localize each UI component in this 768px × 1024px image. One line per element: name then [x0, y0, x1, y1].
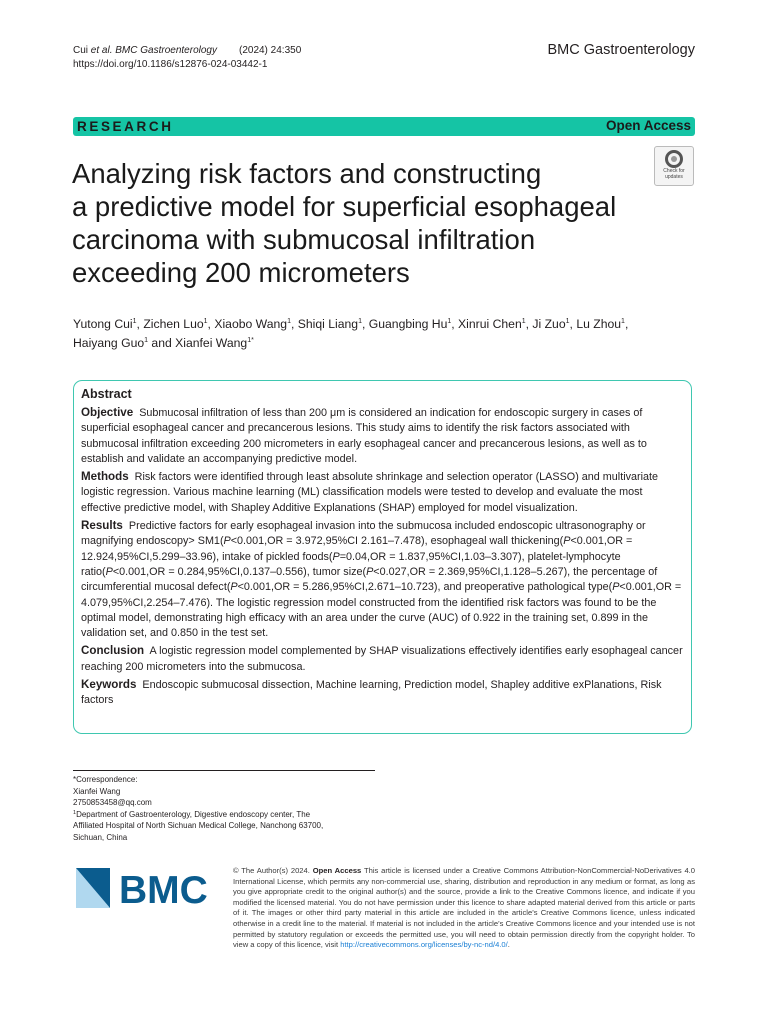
article-type-label: RESEARCH — [77, 119, 174, 134]
affiliation: $^1$Department of Gastroenterology, Digestive endoscopy center, The — [73, 809, 311, 819]
abstract-results: Results Predictive factors for early esophageal invasion into the submucosa included endoscopic ultrasonography or magnifying endoscopy> SM1(P<0.001,OR = 3.972,95%CI 2.161–7.478), esophageal wall thickening(P<0.001,OR = 12.924,95%CI,5.299–33.96), intake of pickled foods(P=0.04,OR = 1.837,95%CI,1.03–3.307), platelet-lymphocyte ratio(P<0.001,OR = 0.284,95%CI,0.137–0.556), tumor size(P<0.027,OR = 2.369,95%CI,1.128–5.267), the percentage of circumferential mucosal defect(P<0.001,OR = 5.286,95%CI,2.671–10.723), and preoperative pathological type(P<0.001,OR = 4.079,95%CI,2.254–7.476). The logistic regression model constructed from the identified risk factors was found to be the optimal model, demonstrating high efficacy with an area under the curve (AUC) of 0.922 in the training set, 0.899 in the validation set, and 0.850 in the test set. — [81, 519, 682, 640]
author: Haiyang Guo$^1$ and — [73, 336, 176, 350]
correspondence-email[interactable]: 2750853458@qq.com — [73, 798, 152, 807]
open-access-label: Open Access — [605, 118, 691, 133]
citation-journal: BMC Gastroenterology — [112, 45, 217, 56]
author: Guangbing Hu$^1$, — [368, 317, 459, 331]
author-list — [73, 315, 693, 353]
title-line: Analyzing risk factors and constructing — [72, 158, 542, 189]
author: Xiaobo Wang$^1$, — [214, 317, 298, 331]
journal-name: BMC Gastroenterology — [547, 42, 695, 58]
correspondence-block — [73, 774, 373, 843]
bmc-logo — [76, 866, 216, 910]
author: Xianfei Wang$^{1*}$ — [175, 336, 254, 350]
citation-line — [73, 44, 301, 58]
author: Shiqi Liang$^1$, — [297, 317, 369, 331]
correspondence-name: Xianfei Wang — [73, 786, 121, 796]
title-line: exceeding 200 micrometers — [72, 257, 410, 288]
author: Lu Zhou$^1$, — [576, 317, 629, 331]
title-line: a predictive model for superficial esophageal — [72, 191, 617, 222]
article-title — [72, 157, 652, 289]
author: Xinrui Chen$^1$, — [458, 317, 533, 331]
license-statement: © The Author(s) 2024. Open Access This article is licensed under a Creative Commons Attribution-NonCommercial-NoDerivatives 4.0 International License, which permits any non-commercial use, sharing, distribution and reproduction in any medium or format, as long as you give appropriate credit to the original author(s) and the source, provide a link to the Creative Commons licence, and indicate if you modified the licensed material. You do not have permission under this licence to share adapted material derived from this article or parts of it. The images or other third party material in this article are included in the article’s Creative Commons licence, unless indicated otherwise in a credit line to the material. If material is not included in the article’s Creative Commons licence and your intended use is not permitted by statutory regulation or exceeds the permitted use, you will need to obtain permission directly from the copyright holder. To view a copy of this licence, visit http://creativecommons.org/licenses/by-nc-nd/4.0/. — [233, 866, 695, 950]
citation-year-volume: (2024) 24:350 — [238, 45, 302, 56]
logo-text: BMC — [119, 869, 208, 910]
author: Yutong Cui$^1$, — [73, 317, 144, 331]
open-access-tag: Open Access — [312, 866, 362, 875]
affiliation-line: Sichuan, China — [73, 832, 128, 842]
crossmark-icon — [665, 150, 683, 168]
abstract-objective: Objective Submucosal infiltration of less than 200 μm is considered an indication for endoscopic surgery in cases of superficial esophageal cancer and precancerous lesions. This study aims to identify the risk factors associated with submucosal infiltration exceeding 200 micrometers in early esophageal cancer and precancerous lesions, as well as to establish and validate an accompanying predictive model. — [81, 406, 647, 465]
title-line: carcinoma with submucosal infiltration — [72, 224, 536, 255]
abstract-keywords: Keywords Endoscopic submucosal dissection, Machine learning, Prediction model, Shapley additive exPlanations, Risk factors — [81, 678, 662, 707]
abstract-conclusion: Conclusion A logistic regression model complemented by SHAP visualizations effectively identifies early esophageal cancer reaching 200 micrometers into the submucosa. — [81, 644, 683, 673]
abstract-box — [73, 380, 692, 734]
footnote-divider — [73, 770, 375, 771]
doi-link[interactable]: https://doi.org/10.1186/s12876-024-03442-1 — [73, 59, 268, 70]
crossmark-label: Check for — [663, 168, 685, 174]
citation-etal: et al. — [90, 45, 113, 56]
abstract-heading: Abstract — [81, 387, 132, 401]
author: Ji Zuo$^1$, — [532, 317, 577, 331]
check-for-updates-button[interactable] — [654, 146, 694, 186]
abstract-methods: Methods Risk factors were identified through least absolute shrinkage and selection operator (LASSO) and multivariate logistic regression. Various machine learning (ML) classification models were tested to develop and evaluate the most effective predictive model, with Shapley Additive Explanations (SHAP) employed for model visualization. — [81, 470, 658, 514]
article-type-banner — [73, 117, 695, 136]
correspondence-label: *Correspondence: — [73, 775, 138, 784]
affiliation-line: Affiliated Hospital of North Sichuan Medical College, Nanchong 63700, — [73, 821, 324, 830]
running-header — [73, 44, 301, 72]
crossmark-label: updates — [665, 174, 683, 180]
license-link[interactable]: http://creativecommons.org/licenses/by-nc-nd/4.0/ — [340, 940, 508, 950]
citation-authors: Cui — [73, 45, 91, 56]
author: Zichen Luo$^1$, — [143, 317, 215, 331]
